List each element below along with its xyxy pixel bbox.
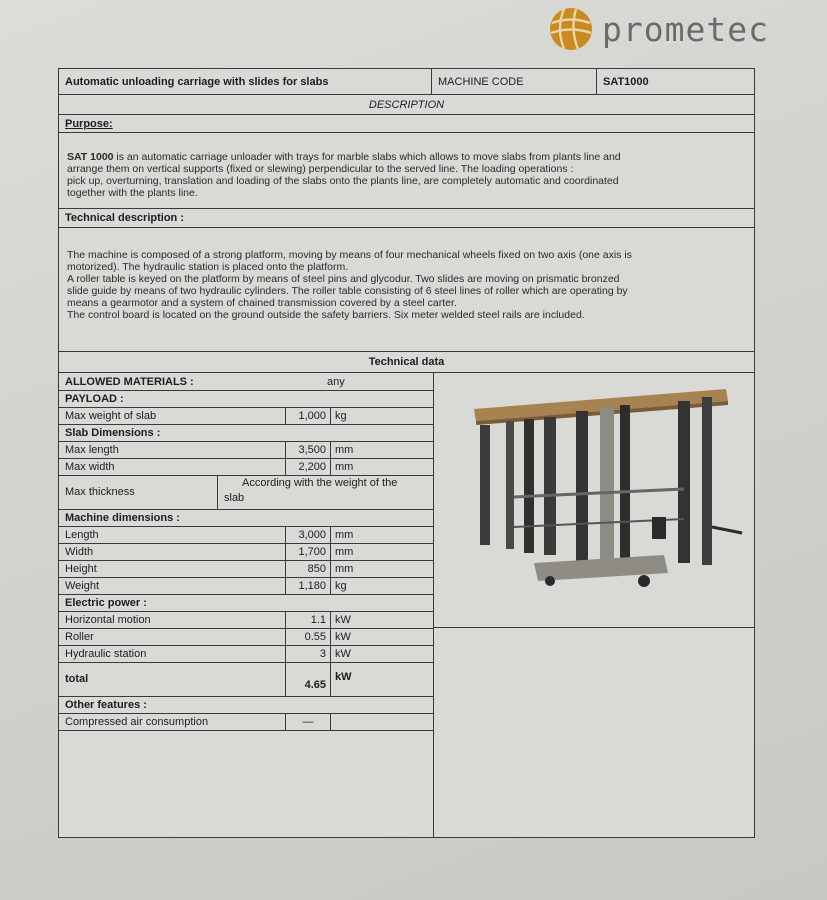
machine-code-label: MACHINE CODE bbox=[431, 69, 596, 94]
brand-name: prometec bbox=[602, 9, 769, 49]
slab-dimensions-heading: Slab Dimensions : bbox=[65, 427, 161, 439]
table-row bbox=[59, 578, 433, 595]
width-unit: mm bbox=[335, 546, 354, 558]
slab-dimensions-heading-row bbox=[59, 425, 433, 442]
weight-label: Weight bbox=[65, 580, 100, 592]
max-thickness-label: Max thickness bbox=[65, 486, 135, 498]
technical-data-heading: Technical data bbox=[368, 356, 445, 368]
purpose-text bbox=[67, 151, 746, 199]
length-value: 3,000 bbox=[285, 527, 331, 543]
table-row bbox=[59, 527, 433, 544]
allowed-materials-label: ALLOWED MATERIALS : bbox=[65, 376, 194, 388]
max-thickness-value-line-1: According with the weight of the bbox=[242, 477, 398, 489]
technical-data-heading-row bbox=[59, 351, 754, 373]
max-weight-value: 1,000 bbox=[285, 408, 331, 424]
purpose-lead: SAT 1000 bbox=[67, 151, 114, 163]
other-features-heading-row bbox=[59, 697, 433, 714]
total-row bbox=[59, 663, 433, 697]
compressed-air-value: — bbox=[285, 714, 331, 730]
hydraulic-station-label: Hydraulic station bbox=[65, 648, 147, 660]
max-width-label: Max width bbox=[65, 461, 115, 473]
payload-heading: PAYLOAD : bbox=[65, 393, 124, 405]
hydraulic-station-unit: kW bbox=[335, 648, 351, 660]
purpose-line-4: together with the plants line. bbox=[67, 187, 198, 199]
total-unit: kW bbox=[335, 671, 352, 683]
tech-desc-line-5: means a gearmotor and a system of chained transmission covered by a steel carter. bbox=[67, 297, 457, 309]
machine-photo bbox=[454, 377, 744, 592]
max-length-value: 3,500 bbox=[285, 442, 331, 458]
max-length-unit: mm bbox=[335, 444, 354, 456]
electric-power-heading-row bbox=[59, 595, 433, 612]
total-label: total bbox=[65, 673, 89, 685]
max-thickness-value bbox=[217, 476, 397, 509]
roller-value: 0.55 bbox=[285, 629, 331, 645]
max-width-unit: mm bbox=[335, 461, 354, 473]
purpose-line-3: pick up, overturning, translation and loading of the slabs onto the plants line, are completely automatic and coordinated bbox=[67, 175, 619, 187]
max-length-label: Max length bbox=[65, 444, 119, 456]
table-row bbox=[59, 442, 433, 459]
machine-title: Automatic unloading carriage with slides for slabs bbox=[65, 75, 329, 88]
purpose-heading-row bbox=[59, 115, 754, 133]
tech-desc-line-1: The machine is composed of a strong platform, moving by means of four mechanical wheels fixed on two axis (one axis is bbox=[67, 249, 632, 261]
allowed-materials-value: any bbox=[327, 376, 345, 388]
purpose-heading: Purpose: bbox=[65, 117, 113, 130]
technical-description-text bbox=[67, 249, 746, 321]
tech-desc-line-3: A roller table is keyed on the platform by means of steel pins and glycodur. Two slides are moving on prismatic bronzed bbox=[67, 273, 620, 285]
table-row bbox=[59, 612, 433, 629]
weight-unit: kg bbox=[335, 580, 347, 592]
compressed-air-label: Compressed air consumption bbox=[65, 716, 209, 728]
length-unit: mm bbox=[335, 529, 354, 541]
machine-dimensions-heading: Machine dimensions : bbox=[65, 512, 180, 524]
roller-unit: kW bbox=[335, 631, 351, 643]
header-row bbox=[59, 69, 754, 95]
description-row bbox=[59, 95, 754, 115]
machine-dimensions-heading-row bbox=[59, 510, 433, 527]
description-label: DESCRIPTION bbox=[368, 98, 445, 111]
weight-value: 1,180 bbox=[285, 578, 331, 594]
roller-label: Roller bbox=[65, 631, 94, 643]
height-unit: mm bbox=[335, 563, 354, 575]
tech-desc-line-2: motorized). The hydraulic station is placed onto the platform. bbox=[67, 261, 349, 273]
height-value: 850 bbox=[285, 561, 331, 577]
max-weight-label: Max weight of slab bbox=[65, 410, 157, 422]
table-row bbox=[59, 714, 433, 731]
other-features-heading: Other features : bbox=[65, 699, 147, 711]
prometec-logo bbox=[548, 6, 769, 52]
payload-heading-row bbox=[59, 391, 433, 408]
globe-logo-icon bbox=[548, 6, 594, 52]
electric-power-heading: Electric power : bbox=[65, 597, 147, 609]
width-label: Width bbox=[65, 546, 94, 558]
purpose-line-2: arrange them on vertical supports (fixed or slewing) perpendicular to the served line. The loading operations : bbox=[67, 163, 574, 175]
technical-description-heading-row bbox=[59, 208, 754, 228]
image-bottom-rule bbox=[433, 627, 754, 628]
table-row bbox=[59, 561, 433, 578]
height-label: Height bbox=[65, 563, 97, 575]
width-value: 1,700 bbox=[285, 544, 331, 560]
max-thickness-value-line-2: slab bbox=[224, 492, 245, 504]
table-row bbox=[59, 629, 433, 646]
table-row bbox=[59, 408, 433, 425]
total-value: 4.65 bbox=[285, 663, 331, 696]
column-divider bbox=[433, 373, 434, 837]
table-row bbox=[59, 459, 433, 476]
max-width-value: 2,200 bbox=[285, 459, 331, 475]
table-row bbox=[59, 476, 433, 510]
technical-description-heading: Technical description : bbox=[65, 212, 184, 224]
purpose-line-1: is an automatic carriage unloader with trays for marble slabs which allows to move slabs from plants line and bbox=[113, 151, 621, 163]
horizontal-motion-value: 1.1 bbox=[285, 612, 331, 628]
max-weight-unit: kg bbox=[335, 410, 347, 422]
allowed-materials-row bbox=[59, 374, 433, 391]
horizontal-motion-label: Horizontal motion bbox=[65, 614, 151, 626]
machine-code-value: SAT1000 bbox=[596, 69, 754, 94]
spec-sheet bbox=[58, 68, 755, 838]
table-row bbox=[59, 544, 433, 561]
horizontal-motion-unit: kW bbox=[335, 614, 351, 626]
tech-desc-line-4: slide guide by means of two hydraulic cylinders. The roller table consisting of 6 steel lines of roller which are operating by bbox=[67, 285, 628, 297]
tech-desc-line-6: The control board is located on the ground outside the safety barriers. Six meter welded steel rails are included. bbox=[67, 309, 585, 321]
table-row bbox=[59, 646, 433, 663]
length-label: Length bbox=[65, 529, 99, 541]
hydraulic-station-value: 3 bbox=[285, 646, 331, 662]
